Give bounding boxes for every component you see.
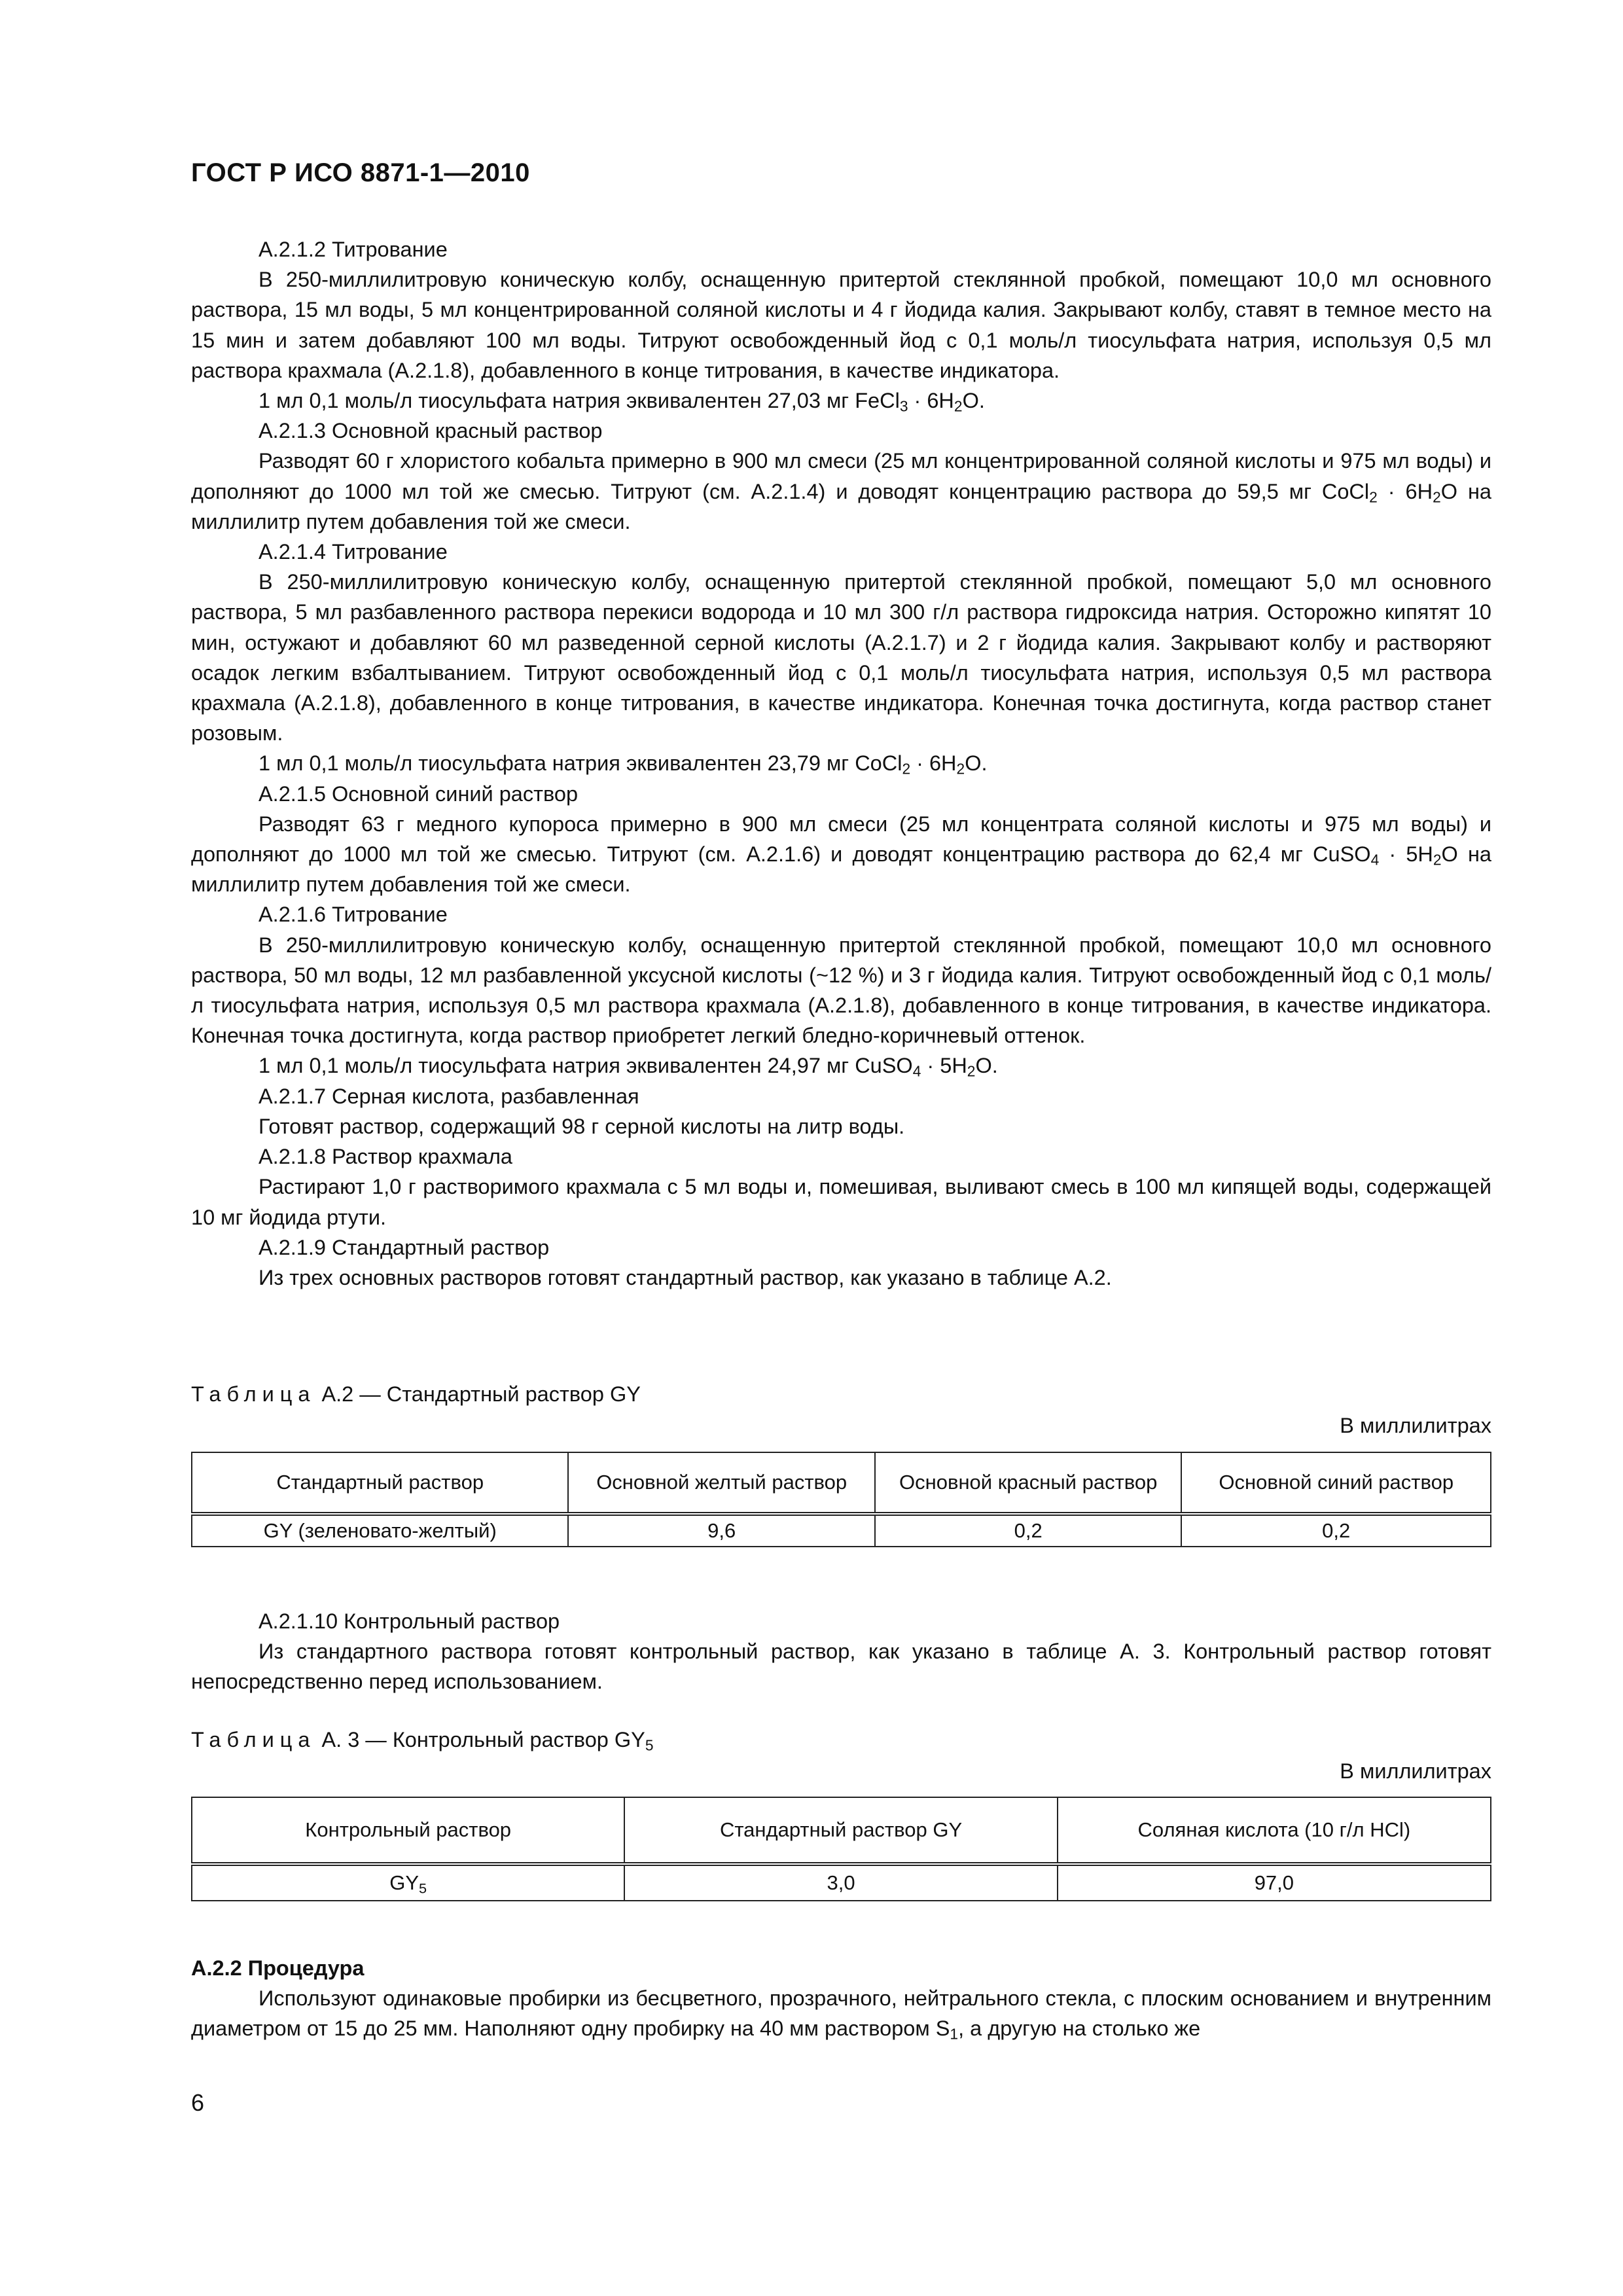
paragraph: А.2.1.6 Титрование	[259, 903, 448, 927]
paragraph: В 250-миллилитровую коническую колбу, оснащенную притертой стеклянной пробкой, помещают 10,0 мл основного раствора, 15 мл воды, 5 мл концентрированной соляной кислоты и 4 г йодида калия. Закрывают колбу, ставят в темное место на 15 мин и затем добавляют 100 мл воды. Титруют освобожденный йод с 0,1 моль/л тиосульфата натрия, используя 0,5 мл раствора крахмала (А.2.1.8), добавленного в конце титрования, в качестве индикатора.	[191, 268, 1491, 382]
table-a3-cell: $GY_5$	[192, 1864, 624, 1901]
paragraph: Разводят 63 г медного купороса примерно в 900 мл смеси (25 мл концентрата соляной кислоты и 975 мл воды) и дополняют до 1000 мл той же смесью. Титруют (см. А.2.1.6) и доводят концентрацию раствора до 62,4 мг CuSO$_4$ · $5H_2O$ на миллилитр путем добавления той же смеси.	[191, 812, 1491, 897]
table-a2-header-row	[192, 1452, 1491, 1514]
table-a3-caption-title: А. 3 — Контрольный раствор $GY_5$	[321, 1728, 654, 1754]
paragraph: Используют одинаковые пробирки из бесцветного, прозрачного, нейтрального стекла, с плоским основанием и внутренним диаметром от 15 до 25 мм. Наполняют одну пробирку на 40 мм раствором $S_1$, а другую на столько же	[191, 1986, 1491, 2043]
paragraph: 1 мл 0,1 моль/л тиосульфата натрия эквивалентен 27,03 мг FeCl$_3$ · $6H_2O$.	[259, 389, 985, 415]
paragraph: Готовят раствор, содержащий 98 г серной кислоты на литр воды.	[259, 1114, 905, 1138]
table-a3-caption	[191, 1728, 653, 1752]
table-a2	[191, 1452, 1491, 1547]
section-heading: А.2.2 Процедура	[191, 1956, 365, 1980]
table-row	[192, 1864, 1491, 1901]
table-a2-header-cell: Стандартный раствор	[192, 1452, 568, 1514]
table-a2-header-cell: Основной красный раствор	[875, 1452, 1182, 1514]
table-a3-header-cell: Стандартный раствор GY	[624, 1797, 1057, 1864]
paragraph: Разводят 60 г хлористого кобальта примерно в 900 мл смеси (25 мл концентрированной соляной кислоты и 975 мл воды) и дополняют до 1000 мл той же смесью. Титруют (см. А.2.1.4) и доводят концентрацию раствора до 59,5 мг CoCl$_2$ · $6H_2O$ на миллилитр путем добавления той же смеси.	[191, 449, 1491, 533]
paragraph: Из стандартного раствора готовят контрольный раствор, как указано в таблице А. 3. Контрольный раствор готовят непосредственно перед использованием.	[191, 1640, 1491, 1694]
paragraph: А.2.1.4 Титрование	[259, 540, 448, 564]
table-a2-caption	[191, 1382, 641, 1407]
body-text-bottom	[191, 1953, 1491, 2044]
table-a3-units: В миллилитрах	[1340, 1759, 1491, 1783]
table-a2-units: В миллилитрах	[1340, 1414, 1491, 1437]
paragraph: В 250-миллилитровую коническую колбу, оснащенную притертой стеклянной пробкой, помещают 10,0 мл основного раствора, 50 мл воды, 12 мл разбавленной уксусной кислоты (~12 %) и 3 г йодида калия. Титруют освобожденный йод с 0,1 моль/л тиосульфата натрия, используя 0,5 мл раствора крахмала (А.2.1.8), добавленного в конце титрования, в качестве индикатора. Конечная точка достигнута, когда раствор приобретет легкий бледно-коричневый оттенок.	[191, 933, 1491, 1048]
paragraph: Растирают 1,0 г растворимого крахмала с 5 мл воды и, помешивая, выливают смесь в 100 мл кипящей воды, содержащей 10 мг йодида ртути.	[191, 1175, 1491, 1229]
paragraph: 1 мл 0,1 моль/л тиосульфата натрия эквивалентен 24,97 мг CuSO$_4$ · $5H_2O$.	[259, 1054, 998, 1081]
paragraph: А.2.1.7 Серная кислота, разбавленная	[259, 1084, 639, 1108]
table-a3-header-cell: Контрольный раствор	[192, 1797, 624, 1864]
table-a2-cell: GY (зеленовато-желтый)	[192, 1514, 568, 1547]
paragraph: А.2.1.9 Стандартный раствор	[259, 1235, 550, 1259]
table-a3-header-row	[192, 1797, 1491, 1864]
table-row	[192, 1514, 1491, 1547]
table-a3-cell: 97,0	[1058, 1864, 1491, 1901]
paragraph: А.2.1.3 Основной красный раствор	[259, 419, 603, 443]
paragraph: А.2.1.2 Титрование	[259, 238, 448, 261]
page-number: 6	[191, 2089, 205, 2116]
table-a2-caption-title: А.2 — Стандартный раствор GY	[321, 1382, 641, 1406]
table-a3	[191, 1797, 1491, 1901]
paragraph: В 250-миллилитровую коническую колбу, оснащенную притертой стеклянной пробкой, помещают 5,0 мл основного раствора, 5 мл разбавленного раствора перекиси водорода и 10 мл 300 г/л раствора гидроксида натрия. Осторожно кипятят 10 мин, остужают и добавляют 60 мл разведенной серной кислоты (А.2.1.7) и 2 г йодида калия. Закрывают колбу и растворяют осадок легким взбалтыванием. Титруют освобожденный йод с 0,1 моль/л тиосульфата натрия, используя 0,5 мл раствора крахмала (А.2.1.8), добавленного в конце титрования, в качестве индикатора. Конечная точка достигнута, когда раствор станет розовым.	[191, 570, 1491, 745]
table-a2-header-cell: Основной желтый раствор	[568, 1452, 875, 1514]
document-header: ГОСТ Р ИСО 8871-1—2010	[191, 158, 530, 187]
table-a3-caption-word: Таблица	[191, 1728, 316, 1751]
table-a2-cell: 0,2	[875, 1514, 1182, 1547]
body-text-top	[191, 234, 1491, 1293]
paragraph: 1 мл 0,1 моль/л тиосульфата натрия эквивалентен 23,79 мг CoCl$_2$ · $6H_2O$.	[259, 751, 988, 778]
table-a2-header-cell: Основной синий раствор	[1181, 1452, 1491, 1514]
paragraph: А.2.1.5 Основной синий раствор	[259, 781, 579, 806]
body-text-middle	[191, 1606, 1491, 1697]
paragraph: А.2.1.10 Контрольный раствор	[259, 1609, 560, 1633]
paragraph: Из трех основных растворов готовят стандартный раствор, как указано в таблице А.2.	[259, 1265, 1112, 1289]
table-a2-caption-word: Таблица	[191, 1382, 316, 1406]
table-a3-header-cell: Соляная кислота (10 г/л HCl)	[1058, 1797, 1491, 1864]
table-a2-cell: 0,2	[1181, 1514, 1491, 1547]
table-a2-cell: 9,6	[568, 1514, 875, 1547]
table-a3-cell: 3,0	[624, 1864, 1057, 1901]
paragraph: А.2.1.8 Раствор крахмала	[259, 1145, 512, 1169]
